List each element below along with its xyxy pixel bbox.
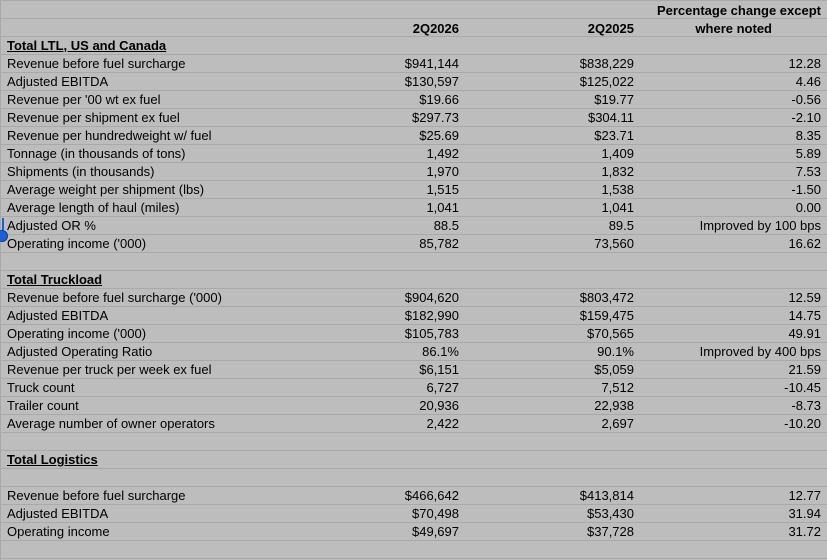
value-change: 31.72 <box>788 524 821 539</box>
row-label: Average number of owner operators <box>7 416 215 431</box>
row-label: Operating income <box>7 524 110 539</box>
row-label: Tonnage (in thousands of tons) <box>7 146 186 161</box>
value-2q2025: $70,565 <box>587 326 634 341</box>
section-ltl-title: Total LTL, US and Canada <box>7 38 167 53</box>
value-2q2025: $125,022 <box>579 74 634 89</box>
header-row-1 <box>0 2 827 20</box>
value-2q2026: $130,597 <box>404 74 459 89</box>
value-2q2026: $466,642 <box>404 488 459 503</box>
value-2q2025: $53,430 <box>587 506 634 521</box>
section-ltl-title-row[interactable] <box>0 37 827 55</box>
value-2q2026: 1,492 <box>426 146 459 161</box>
value-2q2026: $6,151 <box>419 362 459 377</box>
table-row[interactable] <box>0 487 827 505</box>
value-2q2026: 2,422 <box>426 416 459 431</box>
table-row[interactable] <box>0 307 827 325</box>
value-2q2026: 1,041 <box>426 200 459 215</box>
row-label: Operating income ('000) <box>7 326 147 341</box>
value-change: 12.28 <box>788 56 821 71</box>
value-change: 0.00 <box>795 200 821 215</box>
section-logistics-title-row[interactable] <box>0 451 827 469</box>
section-truckload-title: Total Truckload <box>7 272 103 287</box>
table-row[interactable] <box>0 325 827 343</box>
header-change-line2: where noted <box>695 21 772 36</box>
value-2q2025: $838,229 <box>579 56 634 71</box>
table-row[interactable] <box>0 415 827 433</box>
row-label: Revenue before fuel surcharge <box>7 56 186 71</box>
value-2q2025: $803,472 <box>579 290 634 305</box>
row-label: Adjusted OR % <box>7 218 96 233</box>
row-label: Revenue before fuel surcharge ('000) <box>7 290 222 305</box>
value-change: -10.20 <box>784 416 821 431</box>
value-change: -0.56 <box>791 92 821 107</box>
value-2q2026: $49,697 <box>412 524 459 539</box>
value-2q2026: 6,727 <box>426 380 459 395</box>
value-change: Improved by 100 bps <box>699 218 821 233</box>
value-2q2025: $304.11 <box>587 110 634 125</box>
value-2q2026: $904,620 <box>404 290 459 305</box>
value-change: 21.59 <box>788 362 821 377</box>
value-2q2025: $37,728 <box>587 524 634 539</box>
row-label: Average weight per shipment (lbs) <box>7 182 205 197</box>
value-2q2026: $25.69 <box>419 128 459 143</box>
header-2q2025: 2Q2025 <box>587 21 634 36</box>
value-change: -2.10 <box>791 110 821 125</box>
value-2q2025: $23.71 <box>594 128 634 143</box>
table-row[interactable] <box>0 523 827 541</box>
table-row[interactable] <box>0 127 827 145</box>
table-row[interactable] <box>0 145 827 163</box>
value-change: 8.35 <box>795 128 821 143</box>
value-change: -8.73 <box>791 398 821 413</box>
value-2q2025: 1,832 <box>601 164 634 179</box>
row-label: Revenue before fuel surcharge <box>7 488 186 503</box>
value-2q2025: 7,512 <box>601 380 634 395</box>
row-label: Average length of haul (miles) <box>7 200 180 215</box>
value-2q2026: 86.1% <box>422 344 459 359</box>
table-row[interactable] <box>0 397 827 415</box>
value-2q2026: $941,144 <box>404 56 459 71</box>
table-row[interactable] <box>0 199 827 217</box>
header-change-line1: Percentage change except <box>656 3 821 18</box>
header-2q2026: 2Q2026 <box>412 21 459 36</box>
value-change: 14.75 <box>788 308 821 323</box>
row-label: Revenue per hundredweight w/ fuel <box>7 128 212 143</box>
value-change: 16.62 <box>788 236 821 251</box>
value-2q2025: 90.1% <box>597 344 634 359</box>
value-change: -10.45 <box>784 380 821 395</box>
table-row[interactable] <box>0 91 827 109</box>
value-2q2025: $19.77 <box>594 92 634 107</box>
value-2q2025: $5,059 <box>594 362 634 377</box>
value-2q2026: 20,936 <box>419 398 459 413</box>
table-row[interactable] <box>0 361 827 379</box>
table-row[interactable] <box>0 55 827 73</box>
value-2q2025: 2,697 <box>601 416 634 431</box>
table-row[interactable] <box>0 109 827 127</box>
value-change: 5.89 <box>795 146 821 161</box>
row-label: Revenue per shipment ex fuel <box>7 110 180 125</box>
value-2q2026: $182,990 <box>404 308 459 323</box>
value-2q2025: 1,538 <box>601 182 634 197</box>
table-row[interactable] <box>0 289 827 307</box>
row-label: Revenue per truck per week ex fuel <box>7 362 212 377</box>
value-2q2026: 88.5 <box>433 218 459 233</box>
section-logistics-title: Total Logistics <box>7 452 98 467</box>
value-change: 12.77 <box>788 488 821 503</box>
row-label: Shipments (in thousands) <box>7 164 155 179</box>
value-change: 4.46 <box>795 74 821 89</box>
header-row-2 <box>0 20 827 38</box>
row-label: Adjusted EBITDA <box>7 308 109 323</box>
value-2q2025: 1,409 <box>601 146 634 161</box>
value-change: 7.53 <box>795 164 821 179</box>
row-label: Truck count <box>7 380 75 395</box>
value-2q2025: 22,938 <box>594 398 634 413</box>
table-row[interactable] <box>0 163 827 181</box>
table-row[interactable] <box>0 343 827 361</box>
row-label: Adjusted EBITDA <box>7 506 109 521</box>
value-2q2026: $297.73 <box>412 110 459 125</box>
value-2q2026: $70,498 <box>412 506 459 521</box>
value-2q2026: 1,515 <box>426 182 459 197</box>
value-change: 12.59 <box>788 290 821 305</box>
table-row[interactable] <box>0 235 827 253</box>
value-2q2026: 1,970 <box>426 164 459 179</box>
row-label: Revenue per '00 wt ex fuel <box>7 92 161 107</box>
row-label: Adjusted Operating Ratio <box>7 344 153 359</box>
table-row[interactable] <box>0 379 827 397</box>
value-change: 31.94 <box>788 506 821 521</box>
value-2q2025: 73,560 <box>594 236 634 251</box>
table-row[interactable] <box>0 505 827 523</box>
value-2q2025: $159,475 <box>579 308 634 323</box>
row-label: Adjusted EBITDA <box>7 74 109 89</box>
section-truckload-title-row[interactable] <box>0 271 827 289</box>
value-2q2026: $19.66 <box>419 92 459 107</box>
row-label: Trailer count <box>7 398 79 413</box>
row-label: Operating income ('000) <box>7 236 147 251</box>
value-change: -1.50 <box>791 182 821 197</box>
table-row[interactable] <box>0 217 827 235</box>
value-change: 49.91 <box>788 326 821 341</box>
value-2q2025: 1,041 <box>601 200 634 215</box>
value-change: Improved by 400 bps <box>699 344 821 359</box>
value-2q2026: 85,782 <box>419 236 459 251</box>
value-2q2025: 89.5 <box>608 218 634 233</box>
value-2q2026: $105,783 <box>404 326 459 341</box>
table-row[interactable] <box>0 181 827 199</box>
table-row[interactable] <box>0 73 827 91</box>
value-2q2025: $413,814 <box>579 488 634 503</box>
